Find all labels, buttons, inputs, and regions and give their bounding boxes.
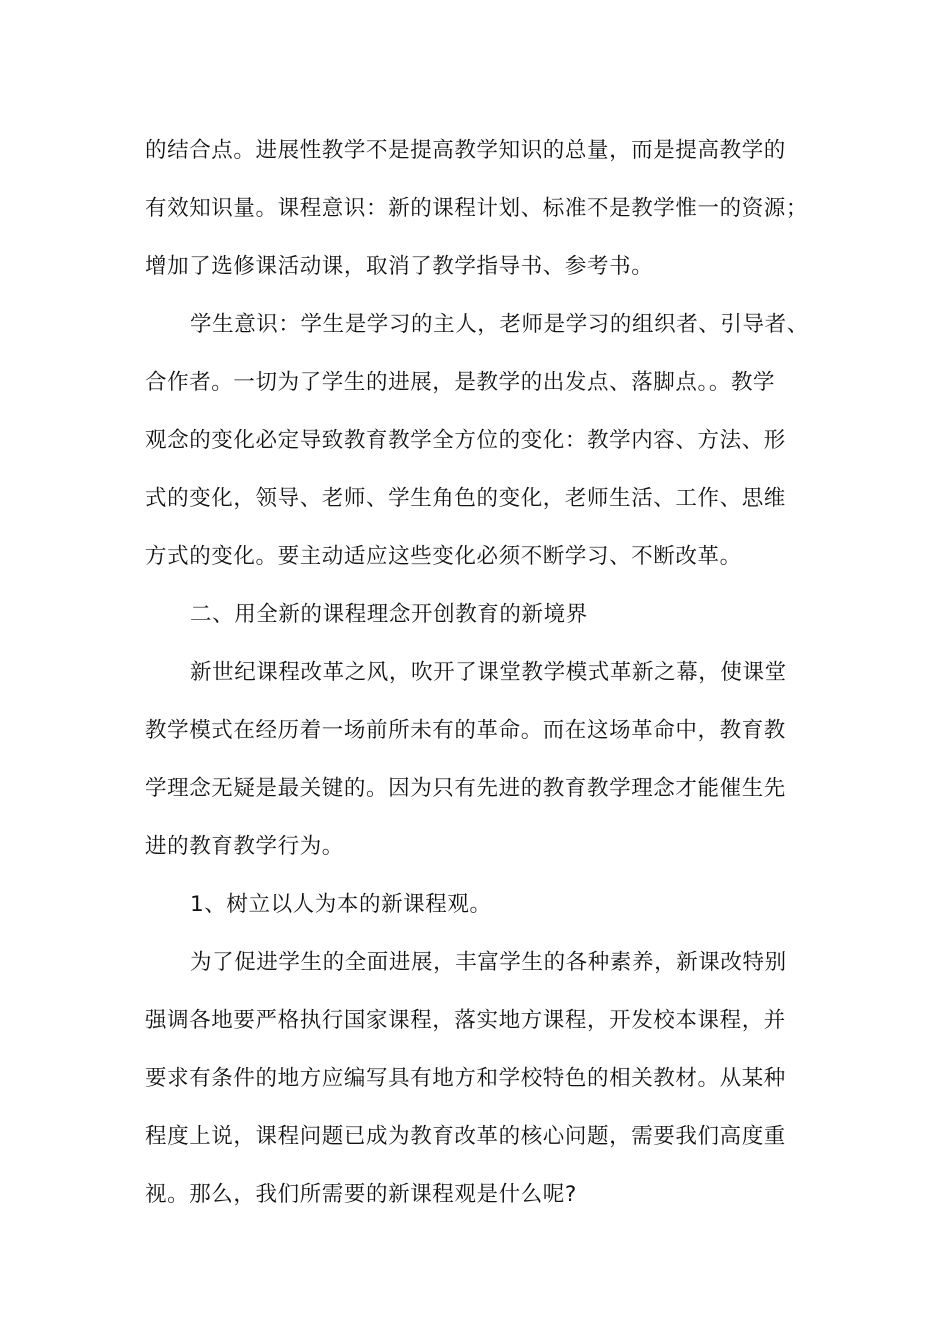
text-line: 增加了选修课活动课，取消了教学指导书、参考书。 — [145, 254, 654, 279]
subsection-heading: 1、树立以人为本的新课程观。 — [190, 892, 492, 917]
text-line: 要求有条件的地方应编写具有地方和学校特色的相关教材。从某种 — [145, 1066, 786, 1091]
paragraph-first-line: 为了促进学生的全面进展，丰富学生的各种素养，新课改特别 — [190, 950, 787, 975]
paragraph-first-line: 学生意识：学生是学习的主人，老师是学习的组织者、引导者、 — [190, 312, 809, 337]
text-line: 学理念无疑是最关键的。因为只有先进的教育教学理念才能催生先 — [145, 776, 786, 801]
text-line: 方式的变化。要主动适应这些变化必须不断学习、不断改革。 — [145, 544, 742, 569]
text-line: 视。那么，我们所需要的新课程观是什么呢? — [145, 1182, 577, 1207]
text-line: 观念的变化必定导致教育教学全方位的变化：教学内容、方法、形 — [145, 428, 786, 453]
text-line: 教学模式在经历着一场前所未有的革命。而在这场革命中，教育教 — [145, 718, 786, 743]
text-line: 进的教育教学行为。 — [145, 834, 344, 859]
text-line: 程度上说，课程问题已成为教育改革的核心问题，需要我们高度重 — [145, 1124, 786, 1149]
text-line: 的结合点。进展性教学不是提高教学知识的总量，而是提高教学的 — [145, 138, 786, 163]
text-line: 有效知识量。课程意识：新的课程计划、标准不是教学惟一的资源； — [145, 196, 809, 221]
section-heading: 二、用全新的课程理念开创教育的新境界 — [190, 602, 588, 627]
text-line: 式的变化，领导、老师、学生角色的变化，老师生活、工作、思维 — [145, 486, 786, 511]
text-line: 合作者。一切为了学生的进展，是教学的出发点、落脚点。。教学 — [145, 370, 776, 395]
paragraph-first-line: 新世纪课程改革之风，吹开了课堂教学模式革新之幕，使课堂 — [190, 660, 787, 685]
text-line: 强调各地要严格执行国家课程，落实地方课程，开发校本课程，并 — [145, 1008, 786, 1033]
